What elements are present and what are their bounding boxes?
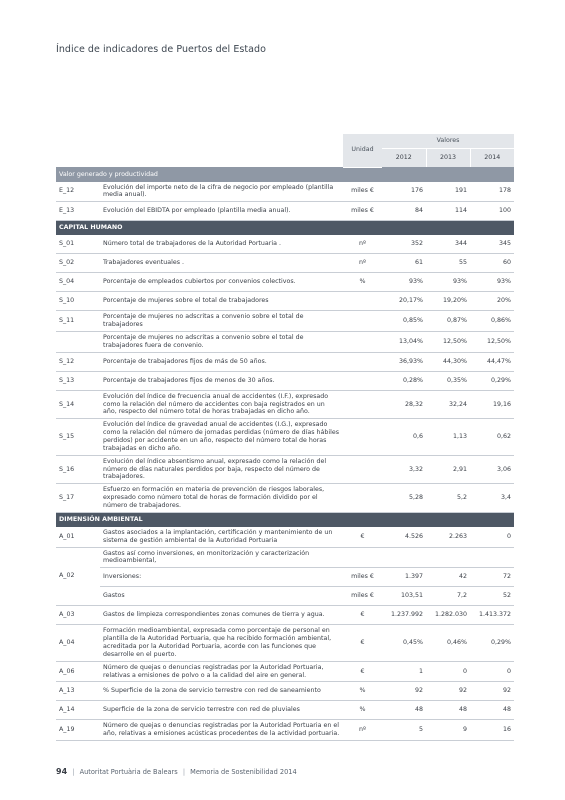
indicator-unit: €: [343, 606, 382, 625]
indicator-value: 0,62: [470, 419, 514, 455]
page-number: 94: [56, 767, 68, 776]
indicator-description: % Superficie de la zona de servicio terrestre con red de saneamiento: [100, 682, 343, 701]
indicator-value: 32,24: [426, 390, 470, 419]
indicator-unit: [343, 292, 382, 311]
indicator-value: 103,51: [382, 587, 426, 606]
indicator-value: 0,29%: [470, 371, 514, 390]
indicator-unit: nº: [343, 235, 382, 254]
indicator-value: 0,86%: [470, 311, 514, 332]
indicator-value: 93%: [382, 273, 426, 292]
indicator-value: 0,87%: [426, 311, 470, 332]
indicator-value: 114: [426, 202, 470, 221]
indicator-value: 0,28%: [382, 371, 426, 390]
indicator-code: A_03: [56, 606, 100, 625]
indicator-description: Trabajadores eventuales .: [100, 254, 343, 273]
indicator-unit: miles €: [343, 202, 382, 221]
indicator-code: S_10: [56, 292, 100, 311]
indicator-value: 5: [382, 720, 426, 741]
indicator-code: E_13: [56, 202, 100, 221]
indicator-value: 13,04%: [382, 331, 426, 352]
indicator-value: 52: [470, 587, 514, 606]
indicator-value: 42: [426, 568, 470, 587]
indicator-value: [470, 547, 514, 568]
indicator-value: 2,91: [426, 455, 470, 484]
indicator-value: 0,35%: [426, 371, 470, 390]
table-row: [56, 682, 514, 701]
indicator-value: 1.397: [382, 568, 426, 587]
indicator-value: 92: [470, 682, 514, 701]
table-row: [56, 568, 514, 587]
indicator-value: 16: [470, 720, 514, 741]
table-row: [56, 419, 514, 455]
indicator-value: 93%: [426, 273, 470, 292]
indicator-value: 4.526: [382, 527, 426, 547]
indicator-value: 3,4: [470, 484, 514, 513]
indicator-value: 19,20%: [426, 292, 470, 311]
indicator-value: 60: [470, 254, 514, 273]
indicator-value: 72: [470, 568, 514, 587]
indicator-unit: €: [343, 625, 382, 661]
indicator-unit: miles €: [343, 587, 382, 606]
indicator-code: S_15: [56, 419, 100, 455]
indicator-unit: [343, 311, 382, 332]
indicator-description: Evolución del índice absentismo anual, expresado como la relación del número de días naturales perdidos por baja, respecto del número de trabajadores.: [100, 455, 343, 484]
table-row: [56, 720, 514, 741]
year-header: 2012: [382, 149, 426, 168]
table-row: [56, 273, 514, 292]
indicator-description: Número de quejas o denuncias registradas por la Autoridad Portuaria en el año, relativas a emisiones acústicas procedentes de la actividad portuaria.: [100, 720, 343, 741]
indicator-code: A_13: [56, 682, 100, 701]
footer-separator: |: [72, 768, 75, 776]
indicator-unit: [343, 331, 382, 352]
section-title: CAPITAL HUMANO: [56, 221, 514, 236]
footer-report: Memoria de Sostenibilidad 2014: [190, 768, 297, 776]
indicator-unit: miles €: [343, 182, 382, 202]
table-row: [56, 701, 514, 720]
table-row: [56, 202, 514, 221]
indicator-description: Formación medioambiental, expresada como porcentaje de personal en plantilla de la Autoridad Portuaria, que ha recibido formación ambiental, acreditada por la Autoridad Portuaria, acorde con las funciones que desarrolle en el puerto.: [100, 625, 343, 661]
indicator-description: Superficie de la zona de servicio terrestre con red de pluviales: [100, 701, 343, 720]
indicator-value: 28,32: [382, 390, 426, 419]
indicator-unit: [343, 352, 382, 371]
indicator-unit: [343, 371, 382, 390]
indicator-code: S_02: [56, 254, 100, 273]
indicator-description: Gastos así como inversiones, en monitorización y caracterización medioambiental,: [100, 547, 343, 568]
indicator-unit: [343, 390, 382, 419]
indicator-code: S_16: [56, 455, 100, 484]
footer-org: Autoritat Portuària de Balears: [79, 768, 178, 776]
table-row: [56, 235, 514, 254]
indicator-description: Esfuerzo en formación en materia de prevención de riesgos laborales, expresado como número total de horas de formación dividido por el número de trabajadores.: [100, 484, 343, 513]
indicator-value: 93%: [470, 273, 514, 292]
table-row: [56, 292, 514, 311]
indicator-unit: €: [343, 527, 382, 547]
indicator-code: S_17: [56, 484, 100, 513]
indicator-unit: nº: [343, 720, 382, 741]
indicator-value: 92: [426, 682, 470, 701]
page-footer: [56, 767, 297, 776]
indicator-description: Porcentaje de mujeres no adscritas a convenio sobre el total de trabajadores: [100, 311, 343, 332]
indicator-value: [426, 547, 470, 568]
indicator-code: S_14: [56, 390, 100, 419]
table-row: [56, 587, 514, 606]
indicator-description: Gastos de limpieza correspondientes zonas comunes de tierra y agua.: [100, 606, 343, 625]
section-header: [56, 167, 514, 182]
indicator-value: 92: [382, 682, 426, 701]
indicator-value: 345: [470, 235, 514, 254]
indicator-value: 344: [426, 235, 470, 254]
table-row: [56, 311, 514, 332]
indicator-value: 352: [382, 235, 426, 254]
indicator-code: A_02: [56, 547, 100, 606]
indicators-body: [56, 167, 514, 741]
table-row: [56, 625, 514, 661]
indicator-code: A_06: [56, 661, 100, 682]
indicator-unit: %: [343, 273, 382, 292]
table-row: [56, 331, 514, 352]
indicator-value: 0: [470, 661, 514, 682]
indicator-description: Gastos asociados a la implantación, certificación y mantenimiento de un sistema de gestión ambiental de la Autoridad Portuaria: [100, 527, 343, 547]
section-header: [56, 512, 514, 527]
indicator-code: S_11: [56, 311, 100, 332]
indicator-value: 84: [382, 202, 426, 221]
indicator-value: 100: [470, 202, 514, 221]
indicator-value: [382, 547, 426, 568]
table-row: [56, 661, 514, 682]
indicator-value: 0,85%: [382, 311, 426, 332]
indicator-value: 5,2: [426, 484, 470, 513]
indicator-value: 48: [426, 701, 470, 720]
indicator-value: 3,06: [470, 455, 514, 484]
indicator-value: 12,50%: [426, 331, 470, 352]
indicator-description: Inversiones:: [100, 568, 343, 587]
values-header: Valores: [382, 134, 514, 149]
indicator-value: 1.237.992: [382, 606, 426, 625]
indicator-value: 176: [382, 182, 426, 202]
indicator-description: Porcentaje de mujeres sobre el total de trabajadores: [100, 292, 343, 311]
indicator-value: 0,46%: [426, 625, 470, 661]
indicator-value: 1.282.030: [426, 606, 470, 625]
indicator-description: Número total de trabajadores de la Autoridad Portuaria .: [100, 235, 343, 254]
indicator-value: 0: [470, 527, 514, 547]
indicator-value: 1.413.372: [470, 606, 514, 625]
indicator-code: A_14: [56, 701, 100, 720]
indicator-value: 1,13: [426, 419, 470, 455]
section-header: [56, 221, 514, 236]
indicator-value: 191: [426, 182, 470, 202]
indicator-description: Porcentaje de empleados cubiertos por convenios colectivos.: [100, 273, 343, 292]
indicator-value: 61: [382, 254, 426, 273]
table-row: [56, 254, 514, 273]
table-row: [56, 606, 514, 625]
indicator-value: 9: [426, 720, 470, 741]
indicator-value: 44,30%: [426, 352, 470, 371]
indicator-unit: %: [343, 682, 382, 701]
indicator-description: Porcentaje de trabajadores fijos de menos de 30 años.: [100, 371, 343, 390]
indicator-unit: miles €: [343, 568, 382, 587]
indicator-code: S_04: [56, 273, 100, 292]
indicator-unit: [343, 547, 382, 568]
indicator-value: 19,16: [470, 390, 514, 419]
indicator-code: S_01: [56, 235, 100, 254]
indicator-value: 3,32: [382, 455, 426, 484]
unit-header: Unidad: [343, 134, 382, 167]
indicator-value: 48: [382, 701, 426, 720]
indicator-description: Evolución del importe neto de la cifra de negocio por empleado (plantilla media anual).: [100, 182, 343, 202]
indicator-value: 0,6: [382, 419, 426, 455]
indicator-code: S_12: [56, 352, 100, 371]
table-row: [56, 182, 514, 202]
table-row: [56, 455, 514, 484]
indicator-code: S_13: [56, 371, 100, 390]
indicator-unit: [343, 484, 382, 513]
indicator-value: 7,2: [426, 587, 470, 606]
footer-separator: |: [182, 768, 186, 776]
indicator-description: Porcentaje de mujeres no adscritas a convenio sobre el total de trabajadores fuera de convenio.: [100, 331, 343, 352]
indicator-value: 44,47%: [470, 352, 514, 371]
page-title: Índice de indicadores de Puertos del Estado: [56, 44, 266, 55]
indicator-description: Gastos: [100, 587, 343, 606]
indicator-value: 20%: [470, 292, 514, 311]
indicator-value: 48: [470, 701, 514, 720]
indicator-description: Porcentaje de trabajadores fijos de más de 50 años.: [100, 352, 343, 371]
indicator-value: 55: [426, 254, 470, 273]
section-title: DIMENSIÓN AMBIENTAL: [56, 512, 514, 527]
indicator-value: 0,29%: [470, 625, 514, 661]
indicator-unit: %: [343, 701, 382, 720]
indicator-value: 36,93%: [382, 352, 426, 371]
section-title: Valor generado y productividad: [56, 167, 514, 182]
indicator-value: 178: [470, 182, 514, 202]
indicator-code: A_01: [56, 527, 100, 547]
indicator-code: [56, 331, 100, 352]
year-header: 2013: [426, 149, 470, 168]
indicator-description: Evolución del EBIDTA por empleado (plantilla media anual).: [100, 202, 343, 221]
indicator-description: Evolución del índice de gravedad anual de accidentes (I.G.), expresado como la relación del número de jornadas perdidas (número de días hábiles perdidos) por accidente en un año, respecto del número total de horas trabajadas en dicho año.: [100, 419, 343, 455]
indicator-value: 1: [382, 661, 426, 682]
indicator-unit: [343, 419, 382, 455]
table-row: [56, 527, 514, 547]
indicator-description: Número de quejas o denuncias registradas por la Autoridad Portuaria, relativas a emisiones de polvo o a la calidad del aire en general.: [100, 661, 343, 682]
indicator-unit: [343, 455, 382, 484]
indicator-code: A_19: [56, 720, 100, 741]
indicator-unit: €: [343, 661, 382, 682]
table-row: [56, 371, 514, 390]
indicator-code: E_12: [56, 182, 100, 202]
indicator-value: 0: [426, 661, 470, 682]
indicator-value: 12,50%: [470, 331, 514, 352]
indicator-value: 0,45%: [382, 625, 426, 661]
indicators-table: [56, 134, 514, 741]
year-header: 2014: [470, 149, 514, 168]
indicator-description: Evolución del índice de frecuencia anual de accidentes (I.F.), expresado como la relación del número de accidentes con baja registrados en un año, respecto del número total de horas trabajadas en dicho año.: [100, 390, 343, 419]
table-row: [56, 352, 514, 371]
indicator-unit: nº: [343, 254, 382, 273]
indicator-value: 20,17%: [382, 292, 426, 311]
table-row: [56, 484, 514, 513]
indicator-value: 5,28: [382, 484, 426, 513]
indicator-value: 2.263: [426, 527, 470, 547]
indicator-code: A_04: [56, 625, 100, 661]
table-row: [56, 390, 514, 419]
table-row: [56, 547, 514, 568]
